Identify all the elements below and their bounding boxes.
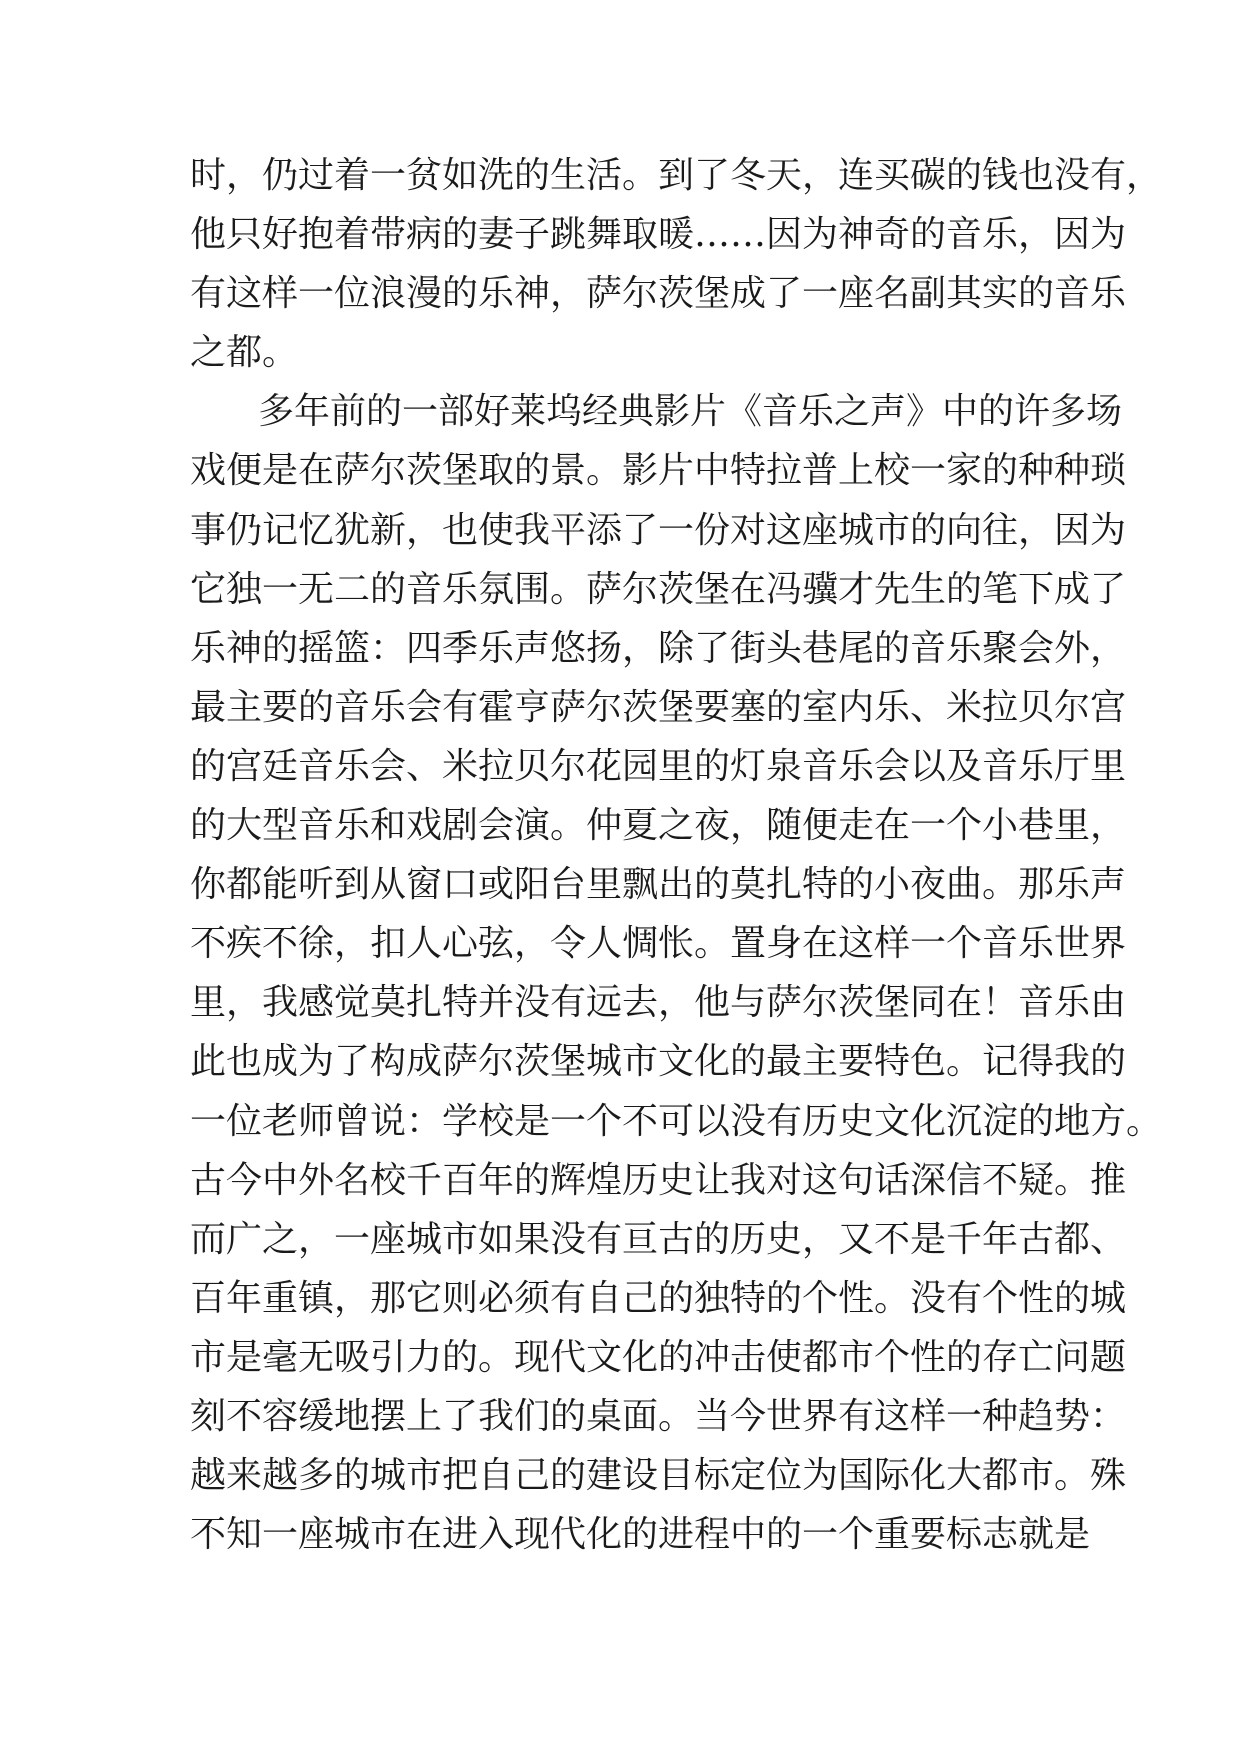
text-line: 刻不容缓地摆上了我们的桌面。当今世界有这样一种趋势： bbox=[190, 1395, 1127, 1437]
text-line: 有这样一位浪漫的乐神，萨尔茨堡成了一座名副其实的音乐 bbox=[190, 273, 1127, 315]
text-line: 此也成为了构成萨尔茨堡城市文化的最主要特色。记得我的 bbox=[190, 1041, 1127, 1083]
text-line: 市是毫无吸引力的。现代文化的冲击使都市个性的存亡问题 bbox=[190, 1336, 1127, 1378]
text-line: 他只好抱着带病的妻子跳舞取暖……因为神奇的音乐，因为 bbox=[190, 214, 1127, 256]
text-line: 一位老师曾说：学校是一个不可以没有历史文化沉淀的地方。 bbox=[190, 1100, 1163, 1142]
text-line: 古今中外名校千百年的辉煌历史让我对这句话深信不疑。推 bbox=[190, 1159, 1127, 1201]
text-line: 百年重镇，那它则必须有自己的独特的个性。没有个性的城 bbox=[190, 1277, 1127, 1319]
text-line: 的宫廷音乐会、米拉贝尔花园里的灯泉音乐会以及音乐厅里 bbox=[190, 745, 1127, 787]
text-line: 越来越多的城市把自己的建设目标定位为国际化大都市。殊 bbox=[190, 1455, 1127, 1497]
text-line: 的大型音乐和戏剧会演。仲夏之夜，随便走在一个小巷里， bbox=[190, 805, 1127, 847]
text-line: 事仍记忆犹新，也使我平添了一份对这座城市的向往，因为 bbox=[190, 509, 1127, 551]
body-text bbox=[190, 146, 1163, 1564]
text-line: 不疾不徐，扣人心弦，令人惆怅。置身在这样一个音乐世界 bbox=[190, 923, 1127, 965]
text-line: 不知一座城市在进入现代化的进程中的一个重要标志就是 bbox=[190, 1514, 1091, 1556]
text-line: 乐神的摇篮：四季乐声悠扬，除了街头巷尾的音乐聚会外， bbox=[190, 627, 1127, 669]
text-line: 最主要的音乐会有霍亨萨尔茨堡要塞的室内乐、米拉贝尔宫 bbox=[190, 686, 1127, 728]
text-line: 时，仍过着一贫如洗的生活。到了冬天，连买碳的钱也没有， bbox=[190, 155, 1163, 196]
text-line: 之都。 bbox=[190, 332, 299, 374]
text-line: 而广之，一座城市如果没有亘古的历史，又不是千年古都、 bbox=[190, 1218, 1127, 1260]
paragraph-1 bbox=[190, 146, 1163, 382]
text-line: 多年前的一部好莱坞经典影片《音乐之声》中的许多场 bbox=[258, 391, 1123, 433]
text-line: 你都能听到从窗口或阳台里飘出的莫扎特的小夜曲。那乐声 bbox=[190, 864, 1127, 906]
text-line: 里，我感觉莫扎特并没有远去，他与萨尔茨堡同在！音乐由 bbox=[190, 982, 1127, 1024]
text-line: 它独一无二的音乐氛围。萨尔茨堡在冯骥才先生的笔下成了 bbox=[190, 568, 1127, 610]
paragraph-2 bbox=[190, 382, 1163, 1564]
text-line: 戏便是在萨尔茨堡取的景。影片中特拉普上校一家的种种琐 bbox=[190, 450, 1127, 492]
